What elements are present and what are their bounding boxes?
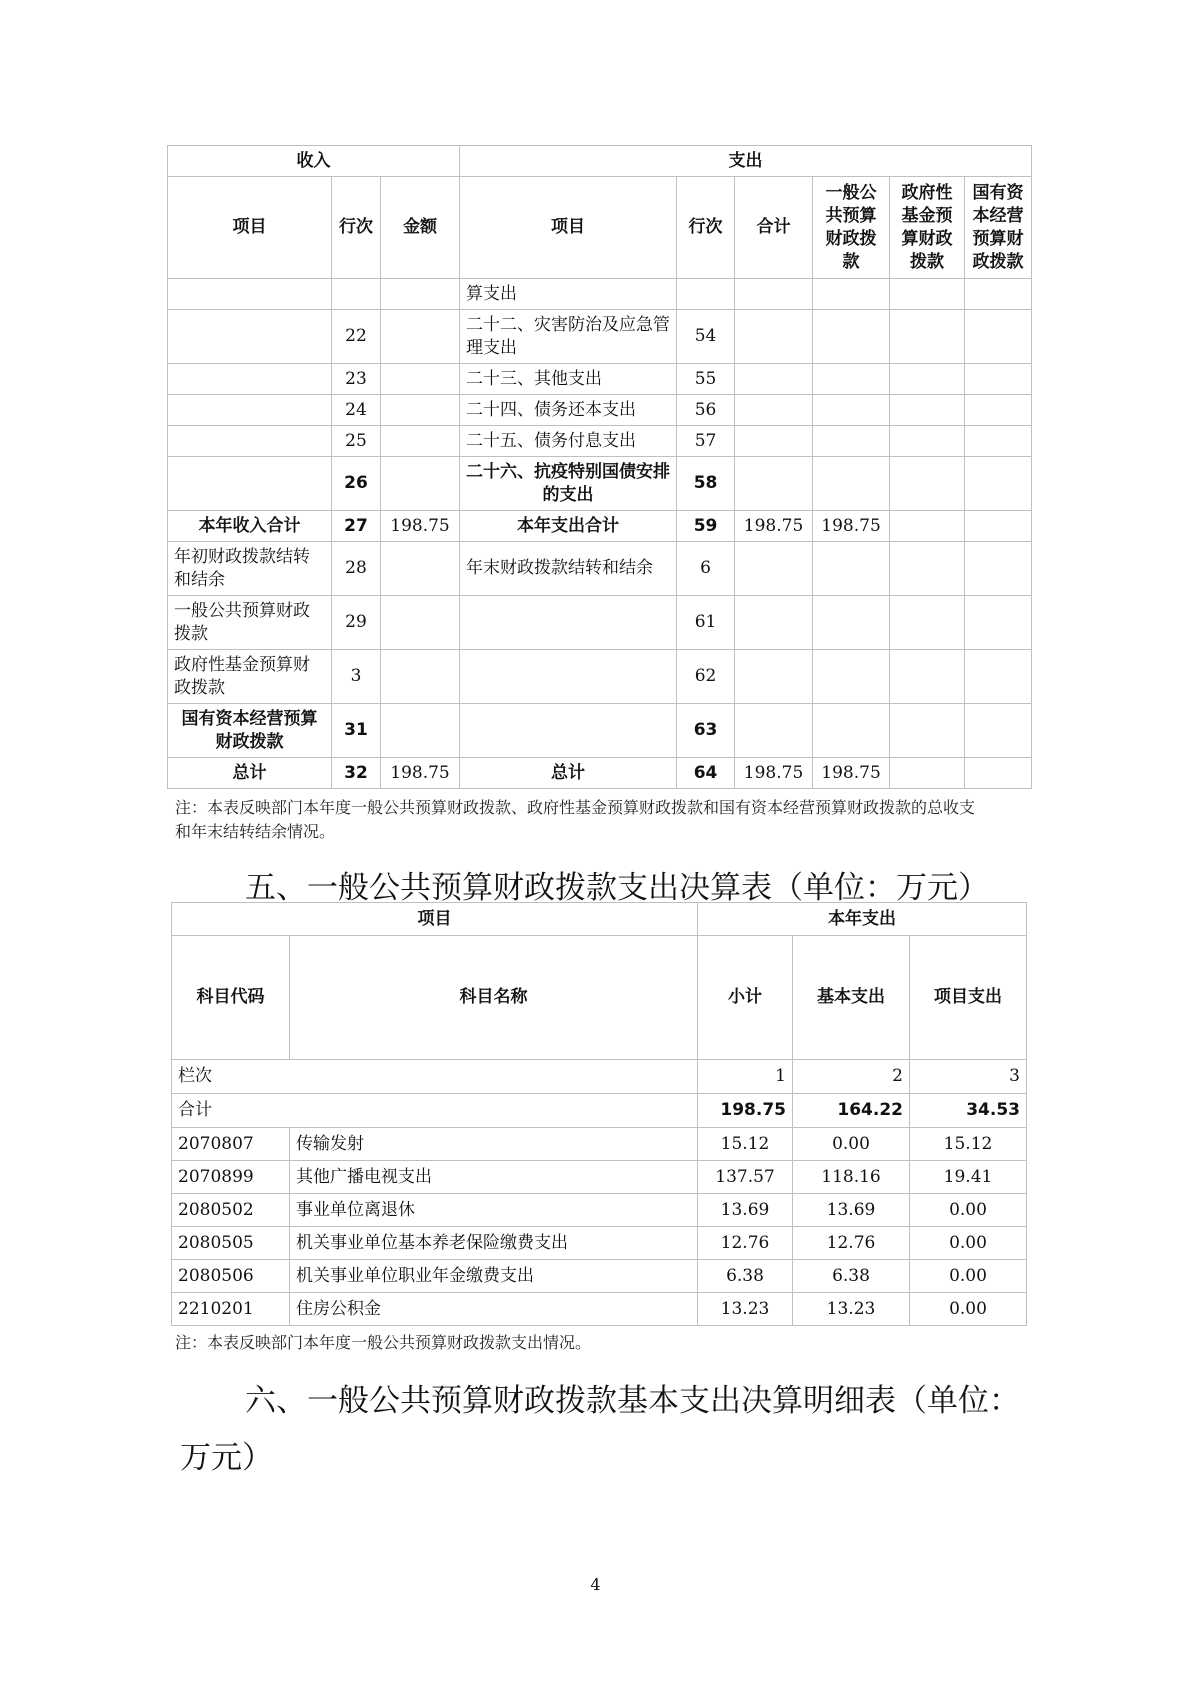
col-header-income-item: 项目 <box>168 177 332 279</box>
cell-ex-total <box>735 542 813 596</box>
cell-code: 2080502 <box>172 1194 290 1227</box>
cell-ex-row: 54 <box>677 310 735 364</box>
cell-ex-general <box>813 704 890 758</box>
total-basic: 164.22 <box>793 1094 910 1128</box>
table-row <box>172 1293 1027 1326</box>
table-row <box>168 279 1032 310</box>
cell-code: 2210201 <box>172 1293 290 1326</box>
cell-ex-item: 二十二、灾害防治及应急管理支出 <box>460 310 677 364</box>
cell-in-item: 国有资本经营预算财政拨款 <box>168 704 332 758</box>
cell-code: 2080505 <box>172 1227 290 1260</box>
cell-ex-item <box>460 596 677 650</box>
cell-in-item: 年初财政拨款结转和结余 <box>168 542 332 596</box>
cell-ex-item: 算支出 <box>460 279 677 310</box>
cell-in-row: 23 <box>332 364 381 395</box>
cell-in-amount <box>381 310 460 364</box>
cell-ex-total <box>735 310 813 364</box>
table-row <box>168 511 1032 542</box>
cell-in-row: 3 <box>332 650 381 704</box>
col-header-project: 项目支出 <box>910 936 1027 1060</box>
cell-ex-item: 二十六、抗疫特别国债安排的支出 <box>460 457 677 511</box>
cell-in-item: 一般公共预算财政拨款 <box>168 596 332 650</box>
cell-in-item: 本年收入合计 <box>168 511 332 542</box>
cell-ex-general <box>813 279 890 310</box>
cell-in-amount <box>381 395 460 426</box>
cell-basic: 118.16 <box>793 1161 910 1194</box>
cell-ex-fund <box>890 758 965 789</box>
cell-project: 15.12 <box>910 1128 1027 1161</box>
cell-code: 2070899 <box>172 1161 290 1194</box>
col-header-code: 科目代码 <box>172 936 290 1060</box>
cell-subtotal: 12.76 <box>698 1227 793 1260</box>
table-row <box>168 596 1032 650</box>
cell-in-amount <box>381 650 460 704</box>
cell-ex-item: 二十五、债务付息支出 <box>460 426 677 457</box>
income-group-header: 收入 <box>168 146 460 177</box>
cell-ex-total <box>735 426 813 457</box>
cell-code: 2080506 <box>172 1260 290 1293</box>
income-expense-table <box>167 145 1032 789</box>
cell-ex-total <box>735 457 813 511</box>
cell-in-row: 32 <box>332 758 381 789</box>
cell-in-row: 31 <box>332 704 381 758</box>
col-header-state-capital-budget: 国有资本经营预算财政拨款 <box>965 177 1032 279</box>
cell-basic: 0.00 <box>793 1128 910 1161</box>
total-label: 合计 <box>172 1094 698 1128</box>
table-row <box>172 1227 1027 1260</box>
cell-ex-fund <box>890 704 965 758</box>
cell-ex-fund <box>890 395 965 426</box>
cell-ex-row: 62 <box>677 650 735 704</box>
cell-ex-state <box>965 426 1032 457</box>
cell-ex-general <box>813 310 890 364</box>
cell-basic: 13.69 <box>793 1194 910 1227</box>
cell-ex-item: 二十三、其他支出 <box>460 364 677 395</box>
cell-ex-total <box>735 279 813 310</box>
table-row <box>168 542 1032 596</box>
col-index-2: 2 <box>793 1060 910 1094</box>
table-row <box>168 364 1032 395</box>
cell-subtotal: 13.69 <box>698 1194 793 1227</box>
cell-ex-state <box>965 542 1032 596</box>
cell-ex-general <box>813 596 890 650</box>
cell-name: 事业单位离退休 <box>290 1194 698 1227</box>
cell-ex-fund <box>890 364 965 395</box>
cell-subtotal: 137.57 <box>698 1161 793 1194</box>
cell-in-item: 政府性基金预算财政拨款 <box>168 650 332 704</box>
cell-subtotal: 15.12 <box>698 1128 793 1161</box>
cell-ex-general <box>813 457 890 511</box>
col-header-name: 科目名称 <box>290 936 698 1060</box>
cell-name: 机关事业单位职业年金缴费支出 <box>290 1260 698 1293</box>
page-number: 4 <box>590 1575 601 1594</box>
cell-ex-general <box>813 395 890 426</box>
cell-ex-fund <box>890 457 965 511</box>
cell-ex-state <box>965 511 1032 542</box>
cell-project: 0.00 <box>910 1260 1027 1293</box>
cell-in-row: 29 <box>332 596 381 650</box>
cell-ex-total <box>735 650 813 704</box>
project-group-header: 项目 <box>172 903 698 936</box>
cell-in-item <box>168 426 332 457</box>
cell-ex-general <box>813 542 890 596</box>
cell-ex-row: 56 <box>677 395 735 426</box>
cell-ex-fund <box>890 542 965 596</box>
cell-ex-item: 二十四、债务还本支出 <box>460 395 677 426</box>
cell-ex-row: 59 <box>677 511 735 542</box>
section6-title <box>245 1375 1020 1420</box>
cell-ex-row: 58 <box>677 457 735 511</box>
col-index-label: 栏次 <box>172 1060 698 1094</box>
cell-ex-row: 64 <box>677 758 735 789</box>
cell-in-row: 26 <box>332 457 381 511</box>
cell-ex-fund <box>890 511 965 542</box>
table-row <box>168 310 1032 364</box>
section5-unit: （单位：万元） <box>772 870 989 906</box>
cell-ex-item: 年末财政拨款结转和结余 <box>460 542 677 596</box>
cell-ex-item: 本年支出合计 <box>460 511 677 542</box>
cell-in-amount: 198.75 <box>381 511 460 542</box>
table-row <box>172 1260 1027 1293</box>
cell-ex-state <box>965 395 1032 426</box>
cell-in-amount <box>381 426 460 457</box>
col-header-expense-row: 行次 <box>677 177 735 279</box>
col-header-general-budget: 一般公共预算财政拨款 <box>813 177 890 279</box>
cell-ex-row <box>677 279 735 310</box>
cell-ex-state <box>965 650 1032 704</box>
cell-ex-general: 198.75 <box>813 758 890 789</box>
table-row <box>172 1161 1027 1194</box>
col-header-fund-budget: 政府性基金预算财政拨款 <box>890 177 965 279</box>
cell-project: 19.41 <box>910 1161 1027 1194</box>
cell-ex-total: 198.75 <box>735 511 813 542</box>
col-header-subtotal: 小计 <box>698 936 793 1060</box>
cell-in-row: 25 <box>332 426 381 457</box>
cell-name: 传输发射 <box>290 1128 698 1161</box>
table-row <box>168 395 1032 426</box>
cell-ex-fund <box>890 279 965 310</box>
cell-in-item <box>168 364 332 395</box>
table-row <box>168 758 1032 789</box>
cell-code: 2070807 <box>172 1128 290 1161</box>
expense-group-header: 支出 <box>460 146 1032 177</box>
col-header-expense-total: 合计 <box>735 177 813 279</box>
cell-ex-state <box>965 758 1032 789</box>
cell-project: 0.00 <box>910 1194 1027 1227</box>
current-year-group-header: 本年支出 <box>698 903 1027 936</box>
table-row <box>168 704 1032 758</box>
table-row <box>172 1194 1027 1227</box>
cell-ex-row: 63 <box>677 704 735 758</box>
table-row <box>168 426 1032 457</box>
cell-in-item: 总计 <box>168 758 332 789</box>
cell-name: 住房公积金 <box>290 1293 698 1326</box>
cell-ex-fund <box>890 596 965 650</box>
cell-ex-item: 总计 <box>460 758 677 789</box>
col-header-income-row: 行次 <box>332 177 381 279</box>
cell-in-amount <box>381 542 460 596</box>
col-index-1: 1 <box>698 1060 793 1094</box>
col-header-basic: 基本支出 <box>793 936 910 1060</box>
cell-ex-state <box>965 364 1032 395</box>
cell-ex-state <box>965 279 1032 310</box>
cell-project: 0.00 <box>910 1227 1027 1260</box>
cell-in-amount <box>381 596 460 650</box>
section6-unit-part2: 万元） <box>180 1440 273 1476</box>
cell-in-amount <box>381 704 460 758</box>
cell-ex-general <box>813 650 890 704</box>
total-subtotal: 198.75 <box>698 1094 793 1128</box>
section6-unit-part1: （单位： <box>896 1383 1020 1419</box>
cell-in-amount <box>381 364 460 395</box>
cell-ex-row: 61 <box>677 596 735 650</box>
col-header-expense-item: 项目 <box>460 177 677 279</box>
cell-ex-general <box>813 426 890 457</box>
table2-note: 注：本表反映部门本年度一般公共预算财政拨款支出情况。 <box>175 1333 592 1352</box>
section5-title <box>245 862 989 907</box>
cell-ex-general: 198.75 <box>813 511 890 542</box>
cell-in-item <box>168 279 332 310</box>
cell-ex-total: 198.75 <box>735 758 813 789</box>
table-row <box>168 457 1032 511</box>
general-budget-expense-table <box>171 902 1027 1326</box>
cell-in-row: 22 <box>332 310 381 364</box>
cell-ex-fund <box>890 650 965 704</box>
cell-in-row: 24 <box>332 395 381 426</box>
cell-subtotal: 13.23 <box>698 1293 793 1326</box>
cell-in-row: 28 <box>332 542 381 596</box>
cell-in-row: 27 <box>332 511 381 542</box>
cell-ex-state <box>965 310 1032 364</box>
cell-ex-fund <box>890 310 965 364</box>
cell-ex-total <box>735 704 813 758</box>
cell-project: 0.00 <box>910 1293 1027 1326</box>
cell-basic: 13.23 <box>793 1293 910 1326</box>
cell-in-item <box>168 395 332 426</box>
cell-ex-row: 55 <box>677 364 735 395</box>
cell-basic: 6.38 <box>793 1260 910 1293</box>
cell-in-item <box>168 310 332 364</box>
cell-ex-state <box>965 704 1032 758</box>
cell-name: 机关事业单位基本养老保险缴费支出 <box>290 1227 698 1260</box>
cell-basic: 12.76 <box>793 1227 910 1260</box>
table-row <box>168 650 1032 704</box>
total-project: 34.53 <box>910 1094 1027 1128</box>
cell-in-item <box>168 457 332 511</box>
cell-ex-item <box>460 650 677 704</box>
cell-ex-general <box>813 364 890 395</box>
cell-ex-total <box>735 596 813 650</box>
cell-in-amount <box>381 457 460 511</box>
table1-note: 注：本表反映部门本年度一般公共预算财政拨款、政府性基金预算财政拨款和国有资本经营预算财政拨款的总收支和年末结转结余情况。 <box>175 798 976 841</box>
cell-ex-total <box>735 364 813 395</box>
cell-in-amount: 198.75 <box>381 758 460 789</box>
cell-ex-fund <box>890 426 965 457</box>
col-header-income-amount: 金额 <box>381 177 460 279</box>
cell-ex-row: 57 <box>677 426 735 457</box>
cell-subtotal: 6.38 <box>698 1260 793 1293</box>
section5-title-text: 五、一般公共预算财政拨款支出决算表 <box>245 870 772 906</box>
cell-name: 其他广播电视支出 <box>290 1161 698 1194</box>
section6-title-text: 六、一般公共预算财政拨款基本支出决算明细表 <box>245 1383 896 1419</box>
cell-ex-item <box>460 704 677 758</box>
cell-ex-state <box>965 596 1032 650</box>
cell-ex-state <box>965 457 1032 511</box>
cell-ex-total <box>735 395 813 426</box>
col-index-3: 3 <box>910 1060 1027 1094</box>
table-row <box>172 1128 1027 1161</box>
cell-in-row <box>332 279 381 310</box>
cell-ex-row: 6 <box>677 542 735 596</box>
cell-in-amount <box>381 279 460 310</box>
